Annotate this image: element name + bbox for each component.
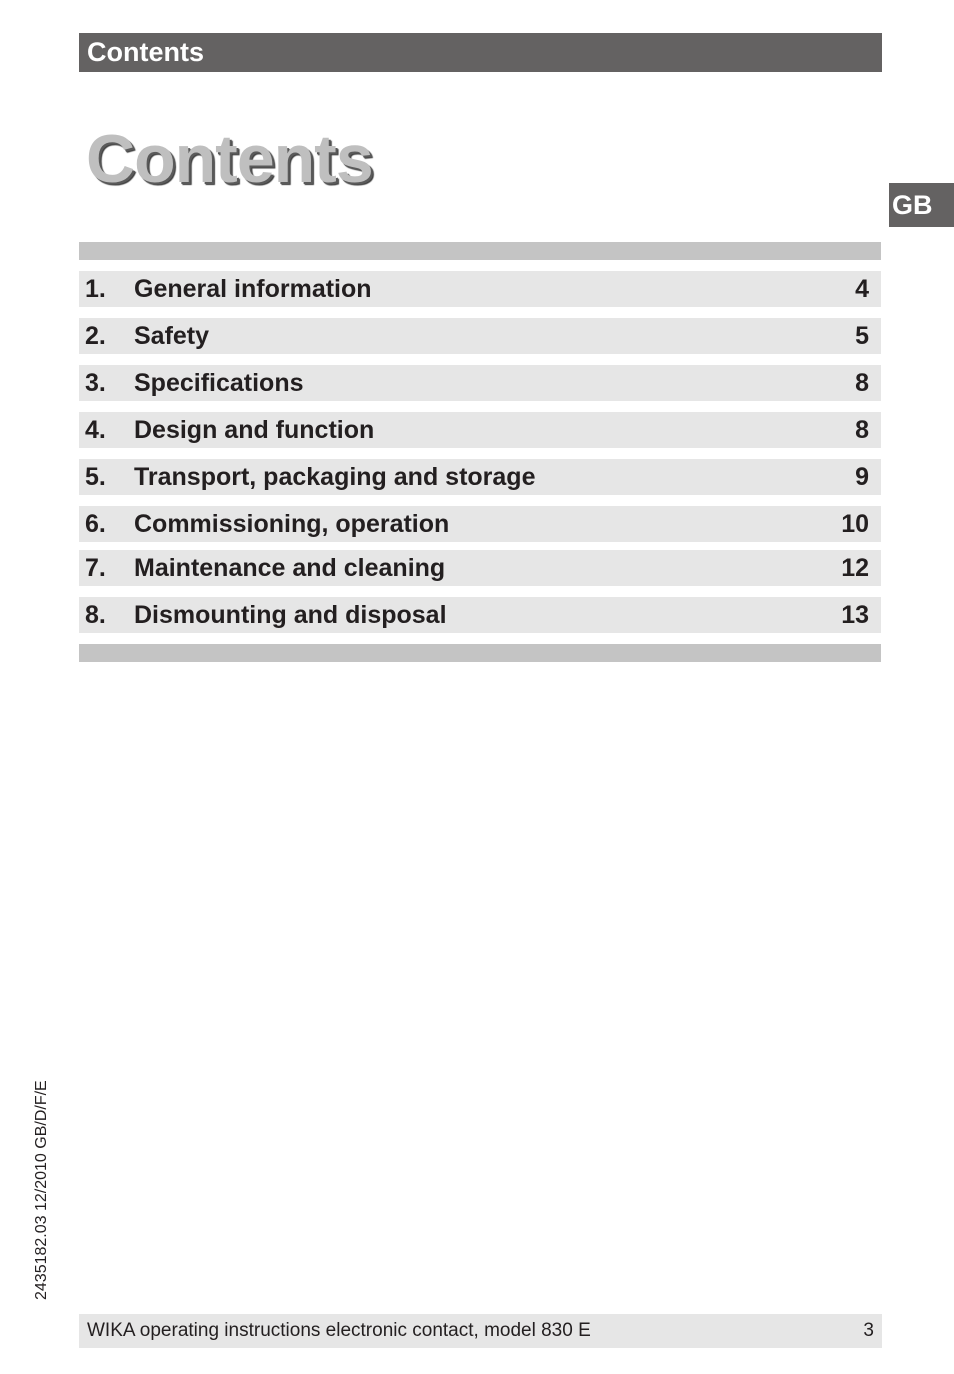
- footer-text: WIKA operating instructions electronic contact, model 830 E: [87, 1320, 591, 1341]
- toc-entry-label: Commissioning, operation: [134, 510, 450, 538]
- toc-entry-commissioning[interactable]: [79, 506, 881, 542]
- toc-entry-page: 13: [841, 601, 869, 629]
- toc-entry-number: 2.: [85, 322, 106, 350]
- toc-entry-label: Transport, packaging and storage: [134, 463, 536, 491]
- toc-entry-safety[interactable]: [79, 318, 881, 354]
- toc-entry-number: 8.: [85, 601, 106, 629]
- toc-entry-label: Safety: [134, 322, 210, 350]
- toc-entry-transport[interactable]: [79, 459, 881, 495]
- document-code: 2435182.03 12/2010 GB/D/F/E: [33, 1080, 50, 1300]
- toc-entry-number: 5.: [85, 463, 106, 491]
- toc-entry-dismounting[interactable]: [79, 597, 881, 633]
- header-title: Contents: [87, 37, 204, 67]
- footer-bar: [79, 1314, 882, 1348]
- toc-entry-page: 8: [855, 369, 869, 397]
- toc-entry-number: 6.: [85, 510, 106, 538]
- toc-entry-specifications[interactable]: [79, 365, 881, 401]
- toc-entry-number: 7.: [85, 554, 106, 582]
- toc-entry-general-information[interactable]: [79, 271, 881, 307]
- toc-entry-page: 12: [841, 554, 869, 582]
- footer-page-number: 3: [863, 1320, 874, 1341]
- toc-entry-number: 4.: [85, 416, 106, 444]
- toc-entry-label: Dismounting and disposal: [134, 601, 447, 629]
- toc-entry-page: 5: [855, 322, 869, 350]
- toc-entry-label: Design and function: [134, 416, 375, 444]
- toc-entry-page: 10: [841, 510, 869, 538]
- page-title: Contents: [86, 121, 373, 197]
- toc-entry-page: 9: [855, 463, 869, 491]
- toc-entry-design-and-function[interactable]: [79, 412, 881, 448]
- language-tab[interactable]: GB: [889, 183, 954, 227]
- toc-bottom-rule: [79, 644, 881, 662]
- toc-entry-maintenance[interactable]: [79, 550, 881, 586]
- toc-entry-label: Maintenance and cleaning: [134, 554, 446, 582]
- toc-entry-label: Specifications: [134, 369, 304, 397]
- toc-entry-page: 8: [855, 416, 869, 444]
- toc-entry-number: 3.: [85, 369, 106, 397]
- header-bar: [79, 33, 882, 72]
- toc-top-rule: [79, 242, 881, 260]
- toc-entry-label: General information: [134, 275, 372, 303]
- toc-entry-page: 4: [855, 275, 869, 303]
- toc-entry-number: 1.: [85, 275, 106, 303]
